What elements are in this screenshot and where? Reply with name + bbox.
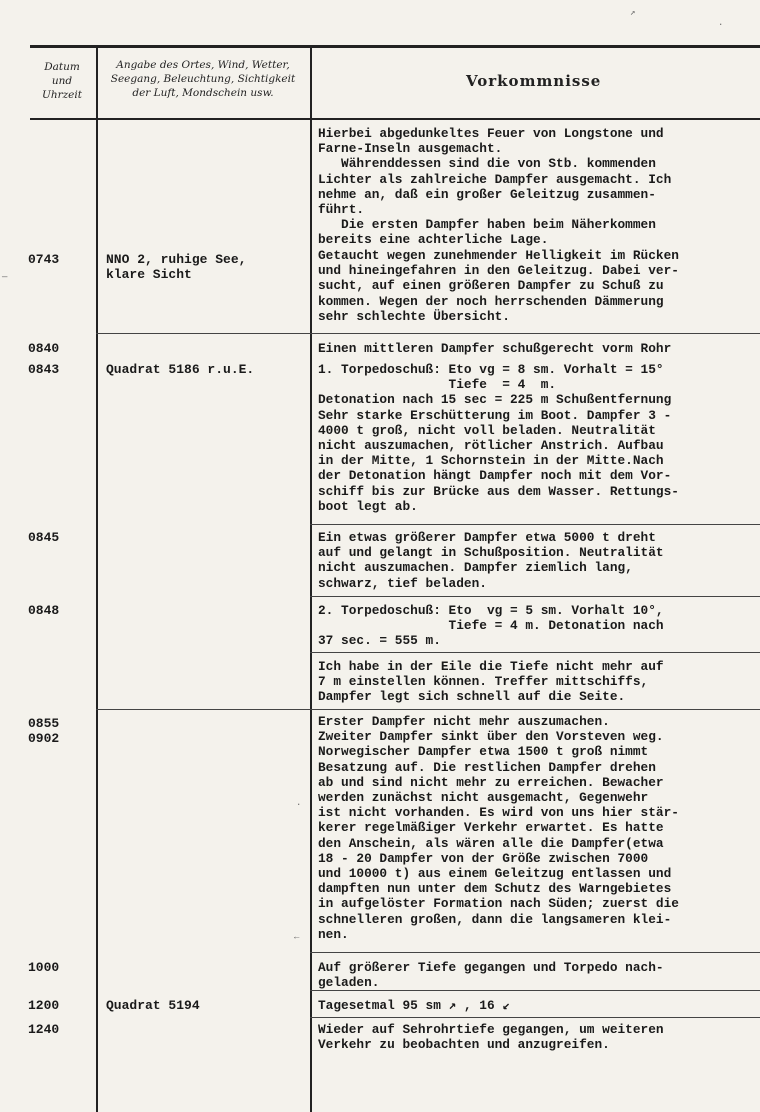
paper-speck: · — [296, 800, 302, 810]
entry-time: 0840 — [28, 341, 60, 356]
entry-time: 1240 — [28, 1022, 60, 1037]
entry-time: 0743 — [28, 252, 60, 267]
row-divider — [310, 524, 760, 525]
row-divider — [310, 652, 760, 653]
entry-text: Wieder auf Sehrohrtiefe gegangen, um weiteren Verkehr zu beobachten und anzugreifen. — [318, 1022, 664, 1053]
paper-speck: · — [718, 20, 724, 30]
entry-time: 0855 0902 — [28, 716, 60, 746]
row-divider — [310, 596, 760, 597]
entry-time: 1200 — [28, 998, 60, 1013]
entry-text: Hierbei abgedunkeltes Feuer von Longstone und Farne-Inseln ausgemacht. Währenddessen sind die von Stb. kommenden Lichter als zahlreiche Dampfer ausgemacht. Ich nehme an, daß ein großer Geleitzug zusammen- führt. Die ersten Dampfer haben beim Näherkommen bereits eine achterliche Lage. — [318, 126, 672, 248]
entry-time: 0845 — [28, 530, 60, 545]
row-divider — [310, 952, 760, 953]
entry-time: 0848 — [28, 603, 60, 618]
table-top-rule — [30, 45, 760, 48]
row-divider — [96, 333, 760, 334]
paper-speck: ← — [294, 932, 300, 942]
entry-text: Ein etwas größerer Dampfer etwa 5000 t dreht auf und gelangt in Schußposition. Neutralität nicht auszumachen. Dampfer ziemlich lang, schwarz, tief beladen. — [318, 530, 664, 591]
entry-time: 0843 — [28, 362, 60, 377]
row-divider — [96, 709, 760, 710]
header-occurrences: Vorkommnisse — [466, 72, 602, 90]
row-divider — [310, 990, 760, 991]
paper-speck: ↗ — [630, 8, 636, 18]
entry-time: 1000 — [28, 960, 60, 975]
row-divider — [310, 1017, 760, 1018]
entry-text: Getaucht wegen zunehmender Helligkeit im Rücken und hineingefahren in den Geleitzug. Dabei ver- sucht, auf einen größeren Dampfer zu Schuß zu kommen. Wegen der noch herrschenden Dämmerung sehr schlechte Übersicht. — [318, 248, 679, 324]
entry-place: Quadrat 5186 r.u.E. — [106, 362, 255, 377]
entry-place: Quadrat 5194 — [106, 998, 200, 1013]
entry-text: 1. Torpedoschuß: Eto vg = 8 sm. Vorhalt = 15° Tiefe = 4 m. Detonation nach 15 sec = 225 m Schußentfernung Sehr starke Erschütterung im Boot. Dampfer 3 - 4000 t groß, nicht voll beladen. Neutralität nicht auszumachen, rötlicher Anstrich. Aufbau in der Mitte, 1 Schornstein in der Mitte.Nach der Detonation hängt Dampfer noch mit dem Vor- schiff bis zur Brücke aus dem Wasser. Rettungs- boot legt ab. — [318, 362, 679, 514]
entry-text: Ich habe in der Eile die Tiefe nicht mehr auf 7 m einstellen können. Treffer mittschiffs, Dampfer legt sich schnell auf die Seite. — [318, 659, 664, 705]
column-divider-1 — [96, 45, 98, 1112]
header-date-time: Datum und Uhrzeit — [42, 61, 82, 101]
entry-text: 2. Torpedoschuß: Eto vg = 5 sm. Vorhalt 10°, Tiefe = 4 m. Detonation nach 37 sec. = 555 m. — [318, 603, 664, 649]
entry-text: Auf größerer Tiefe gegangen und Torpedo nach- geladen. — [318, 960, 664, 991]
header-bottom-rule — [30, 118, 760, 120]
header-location-weather: Angabe des Ortes, Wind, Wetter, Seegang, Beleuchtung, Sichtigkeit der Luft, Mondschein usw. — [110, 59, 296, 99]
entry-text: Tagesetmal 95 sm ↗ , 16 ↙ — [318, 998, 511, 1013]
entry-text: Erster Dampfer nicht mehr auszumachen. Zweiter Dampfer sinkt über den Vorsteven weg. Norwegischer Dampfer etwa 1500 t groß nimmt Besatzung auf. Die restlichen Dampfer drehen ab und sind nicht mehr zu erreichen. Bewacher werden zunächst nicht ausgemacht, Gegenwehr ist nicht vorhanden. Es wird von uns hier stär- kerer regelmäßiger Verkehr erwartet. Es hatte den Anschein, als wären alle die Dampfer(etwa 18 - 20 Dampfer von der Größe zwischen 7000 und 10000 t) aus einem Geleitzug entlassen und dampften nun unter dem Schutz des Warngebietes in aufgelöster Formation nach Süden; zuerst die schnelleren großen, dann die langsameren klei- nen. — [318, 714, 679, 942]
paper-speck: — — [2, 272, 8, 282]
entry-place: NNO 2, ruhige See, klare Sicht — [106, 252, 247, 282]
entry-text: Einen mittleren Dampfer schußgerecht vorm Rohr — [318, 341, 672, 356]
